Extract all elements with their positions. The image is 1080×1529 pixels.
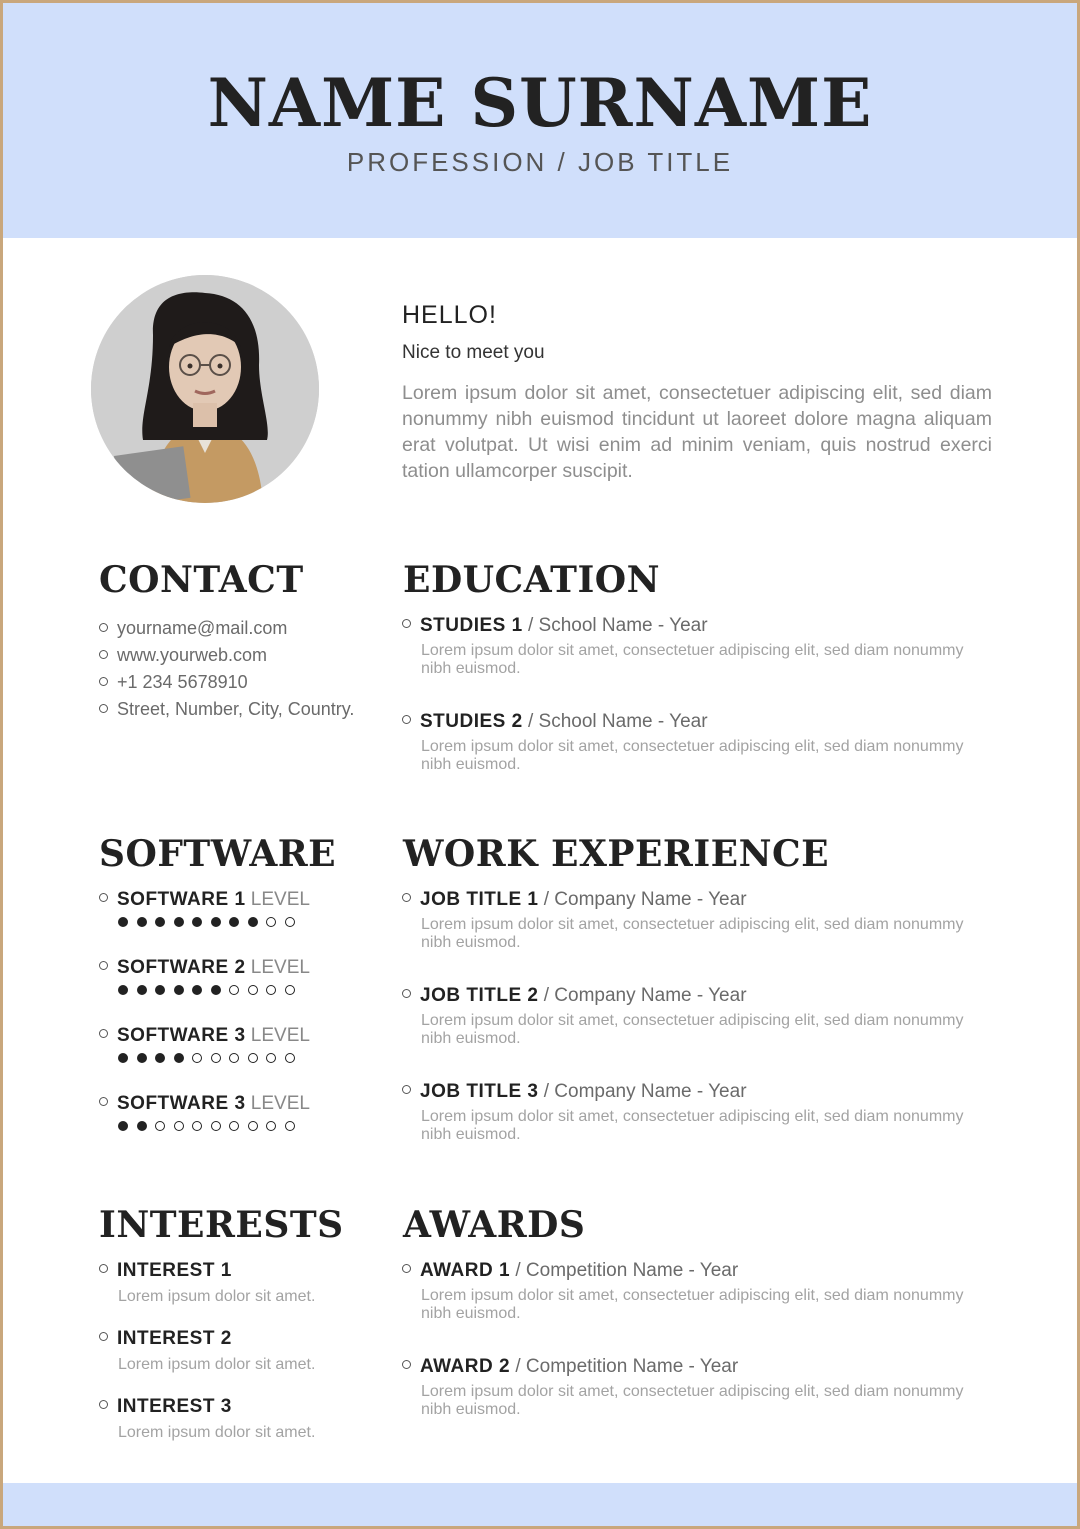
- level-dot-filled: [174, 1053, 184, 1063]
- award-entry: [402, 1356, 992, 1419]
- entry-subtitle: / Company Name - Year: [543, 985, 747, 1006]
- level-dot-empty: [248, 1121, 258, 1131]
- software-item: [99, 957, 359, 999]
- level-dot-empty: [229, 1121, 239, 1131]
- profile-photo: [91, 275, 319, 503]
- bullet-icon: [99, 1029, 108, 1038]
- intro-block: [402, 301, 992, 484]
- level-dot-empty: [248, 985, 258, 995]
- level-dot-empty: [211, 1121, 221, 1131]
- contact-address: Street, Number, City, Country.: [99, 696, 399, 723]
- interest-description: Lorem ipsum dolor sit amet.: [118, 1356, 316, 1373]
- level-label: LEVEL: [250, 889, 310, 910]
- level-dot-filled: [155, 1053, 165, 1063]
- level-dot-filled: [118, 1121, 128, 1131]
- entry-subtitle: / School Name - Year: [527, 711, 708, 732]
- entry-subtitle: / Company Name - Year: [543, 1081, 747, 1102]
- contact-heading: CONTACT: [99, 559, 304, 601]
- entry-title: AWARD 2: [420, 1356, 511, 1377]
- level-dot-filled: [211, 985, 221, 995]
- skill-level-dots: [99, 1121, 359, 1135]
- entry-title: JOB TITLE 1: [420, 889, 539, 910]
- software-item: [99, 1025, 359, 1067]
- entry-subtitle: / Company Name - Year: [543, 889, 747, 910]
- entry-title: JOB TITLE 2: [420, 985, 539, 1006]
- full-name: NAME SURNAME: [207, 64, 873, 142]
- level-dot-empty: [266, 1053, 276, 1063]
- education-entry: [402, 615, 992, 678]
- interest-title: INTEREST 1: [117, 1260, 232, 1281]
- interests-heading: INTERESTS: [99, 1204, 344, 1246]
- bullet-icon: [402, 893, 411, 902]
- software-name: SOFTWARE 3: [117, 1093, 246, 1114]
- level-dot-filled: [248, 917, 258, 927]
- entry-subtitle: / School Name - Year: [527, 615, 708, 636]
- interest-title: INTEREST 3: [117, 1396, 232, 1417]
- interest-description: Lorem ipsum dolor sit amet.: [118, 1424, 316, 1441]
- bullet-icon: [402, 1085, 411, 1094]
- bullet-icon: [99, 1264, 108, 1273]
- level-dot-filled: [174, 985, 184, 995]
- interest-title: INTEREST 2: [117, 1328, 232, 1349]
- entry-description: Lorem ipsum dolor sit amet, consectetuer adipiscing elit, sed diam nonummy nibh euismod.: [421, 1383, 964, 1418]
- level-dot-filled: [192, 985, 202, 995]
- level-dot-empty: [266, 985, 276, 995]
- bullet-icon: [402, 1360, 411, 1369]
- level-dot-filled: [192, 917, 202, 927]
- level-dot-filled: [118, 985, 128, 995]
- work-entry: [402, 985, 992, 1048]
- bullet-icon: [99, 704, 108, 713]
- entry-title: JOB TITLE 3: [420, 1081, 539, 1102]
- education-entry: [402, 711, 992, 774]
- skill-level-dots: [99, 917, 359, 931]
- level-dot-empty: [229, 985, 239, 995]
- level-label: LEVEL: [250, 1025, 310, 1046]
- level-dot-filled: [137, 1053, 147, 1063]
- header-band: [3, 3, 1077, 238]
- bullet-icon: [402, 619, 411, 628]
- awards-heading: AWARDS: [403, 1204, 586, 1246]
- intro-text: Lorem ipsum dolor sit amet, consectetuer adipiscing elit, sed diam nonummy nibh euismod tincidunt ut laoreet dolore magna aliquam erat volutpat. Ut wisi enim ad minim veniam, quis nostrud exerci tation ullamcorper suscipit.: [402, 382, 992, 482]
- level-dot-empty: [155, 1121, 165, 1131]
- level-dot-filled: [174, 917, 184, 927]
- contact-phone: +1 234 5678910: [99, 669, 399, 696]
- level-dot-filled: [137, 1121, 147, 1131]
- interest-description: Lorem ipsum dolor sit amet.: [118, 1288, 316, 1305]
- level-dot-filled: [118, 1053, 128, 1063]
- level-dot-filled: [155, 917, 165, 927]
- level-dot-empty: [174, 1121, 184, 1131]
- level-dot-filled: [137, 985, 147, 995]
- level-dot-empty: [266, 1121, 276, 1131]
- work-entry: [402, 889, 992, 952]
- bullet-icon: [99, 623, 108, 632]
- level-dot-empty: [248, 1053, 258, 1063]
- bullet-icon: [402, 989, 411, 998]
- level-dot-filled: [229, 917, 239, 927]
- level-dot-filled: [211, 917, 221, 927]
- work-entry: [402, 1081, 992, 1144]
- entry-title: AWARD 1: [420, 1260, 511, 1281]
- intro-subtitle: Nice to meet you: [402, 342, 545, 363]
- level-dot-filled: [118, 917, 128, 927]
- entry-subtitle: / Competition Name - Year: [515, 1356, 739, 1377]
- level-label: LEVEL: [250, 1093, 310, 1114]
- skill-level-dots: [99, 985, 359, 999]
- interest-item: [99, 1328, 379, 1374]
- bullet-icon: [99, 677, 108, 686]
- contact-website[interactable]: www.yourweb.com: [99, 642, 399, 669]
- intro-title: HELLO!: [402, 301, 497, 329]
- bullet-icon: [99, 893, 108, 902]
- software-heading: SOFTWARE: [99, 833, 337, 875]
- bullet-icon: [99, 1332, 108, 1341]
- resume-page: [3, 3, 1077, 1526]
- bullet-icon: [402, 1264, 411, 1273]
- contact-list: [99, 615, 399, 723]
- level-dot-empty: [285, 1121, 295, 1131]
- award-entry: [402, 1260, 992, 1323]
- entry-description: Lorem ipsum dolor sit amet, consectetuer adipiscing elit, sed diam nonummy nibh euismod.: [421, 1108, 964, 1143]
- level-dot-empty: [229, 1053, 239, 1063]
- level-dot-empty: [266, 917, 276, 927]
- education-heading: EDUCATION: [403, 559, 661, 601]
- level-dot-empty: [285, 985, 295, 995]
- profession-title: PROFESSION / JOB TITLE: [346, 147, 734, 177]
- level-dot-empty: [211, 1053, 221, 1063]
- entry-description: Lorem ipsum dolor sit amet, consectetuer adipiscing elit, sed diam nonummy nibh euismod.: [421, 738, 964, 773]
- entry-description: Lorem ipsum dolor sit amet, consectetuer adipiscing elit, sed diam nonummy nibh euismod.: [421, 1012, 964, 1047]
- level-dot-empty: [192, 1053, 202, 1063]
- bullet-icon: [99, 1097, 108, 1106]
- entry-subtitle: / Competition Name - Year: [515, 1260, 739, 1281]
- software-item: [99, 889, 359, 931]
- bullet-icon: [99, 1400, 108, 1409]
- level-dot-empty: [192, 1121, 202, 1131]
- level-label: LEVEL: [250, 957, 310, 978]
- interest-item: [99, 1260, 379, 1306]
- profile-photo-woman-icon: [91, 275, 319, 503]
- software-name: SOFTWARE 3: [117, 1025, 246, 1046]
- level-dot-empty: [285, 1053, 295, 1063]
- bullet-icon: [99, 961, 108, 970]
- level-dot-filled: [155, 985, 165, 995]
- software-name: SOFTWARE 2: [117, 957, 246, 978]
- entry-description: Lorem ipsum dolor sit amet, consectetuer adipiscing elit, sed diam nonummy nibh euismod.: [421, 1287, 964, 1322]
- footer-band: [3, 1483, 1077, 1526]
- skill-level-dots: [99, 1053, 359, 1067]
- entry-title: STUDIES 2: [420, 711, 523, 732]
- software-name: SOFTWARE 1: [117, 889, 246, 910]
- entry-title: STUDIES 1: [420, 615, 523, 636]
- bullet-icon: [402, 715, 411, 724]
- interest-item: [99, 1396, 379, 1442]
- bullet-icon: [99, 650, 108, 659]
- work-heading: WORK EXPERIENCE: [403, 833, 830, 875]
- level-dot-filled: [137, 917, 147, 927]
- contact-email[interactable]: yourname@mail.com: [99, 615, 399, 642]
- software-item: [99, 1093, 359, 1135]
- entry-description: Lorem ipsum dolor sit amet, consectetuer adipiscing elit, sed diam nonummy nibh euismod.: [421, 642, 964, 677]
- level-dot-empty: [285, 917, 295, 927]
- entry-description: Lorem ipsum dolor sit amet, consectetuer adipiscing elit, sed diam nonummy nibh euismod.: [421, 916, 964, 951]
